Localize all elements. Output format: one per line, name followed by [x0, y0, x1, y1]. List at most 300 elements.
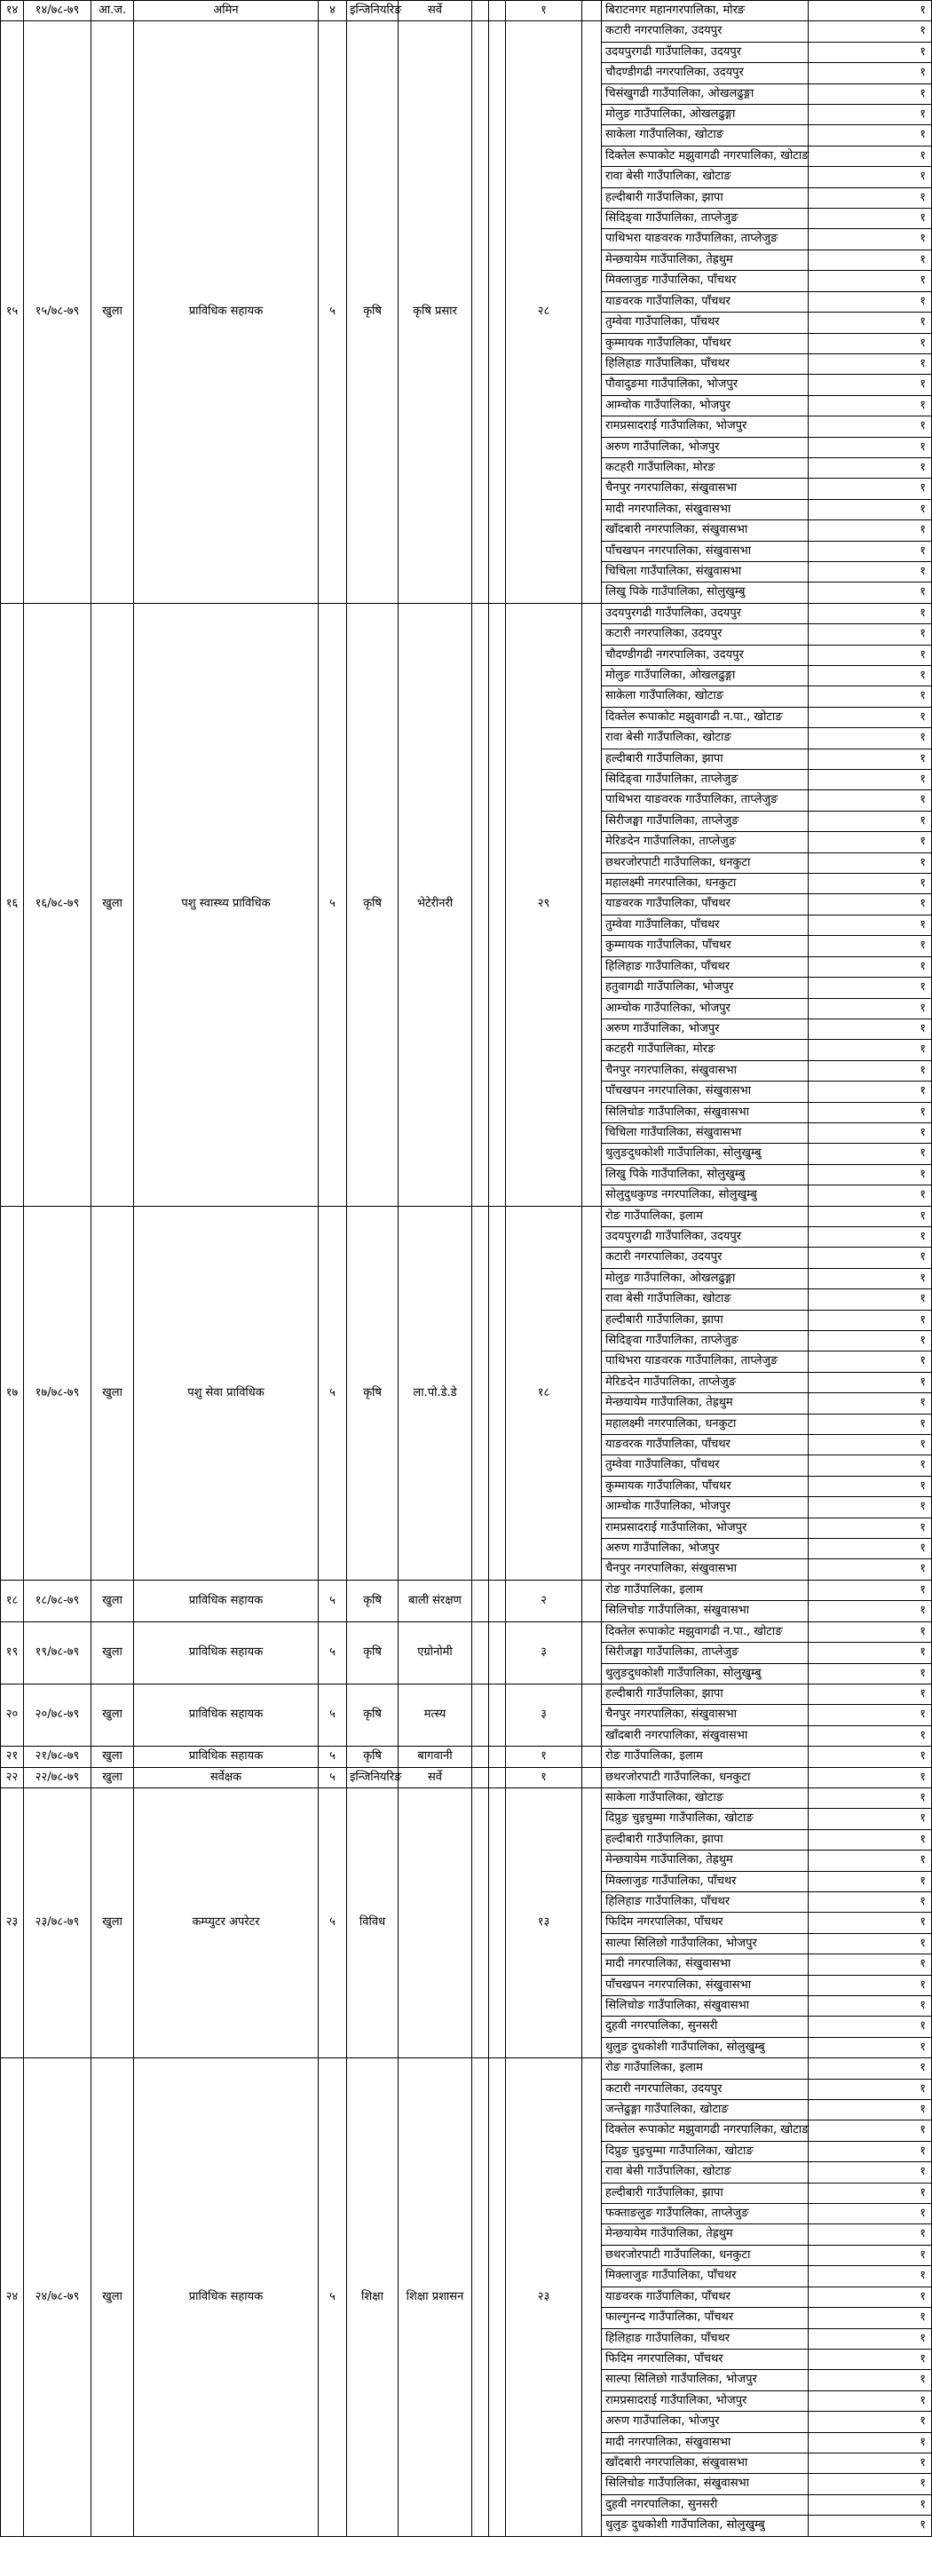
- level-cell: ५: [319, 1747, 347, 1767]
- level-cell: ५: [319, 1621, 347, 1684]
- serial-number-cell: २३: [1, 1787, 24, 2057]
- post-name-cell: पशु सेवा प्राविधिक: [134, 1206, 319, 1580]
- office-name-cell: सोलुदुधकुण्ड नगरपालिका, सोलुखुम्बु: [602, 1185, 809, 1206]
- blank-cell-b: [489, 1767, 506, 1787]
- office-post-count-cell: १: [809, 1954, 932, 1975]
- post-name-cell: पशु स्वास्थ्य प्राविधिक: [134, 603, 319, 1206]
- office-post-count-cell: १: [809, 666, 932, 686]
- office-post-count-cell: १: [809, 437, 932, 457]
- blank-cell-c: [582, 1580, 602, 1621]
- table-row: [1, 1580, 932, 1600]
- office-name-cell: मिक्लाजुङ गाउँपालिका, पाँचथर: [602, 2266, 809, 2287]
- office-name-cell: सिलिचोङ गाउँपालिका, संखुवासभा: [602, 1102, 809, 1122]
- office-name-cell: जन्तेढुङ्गा गाउँपालिका, खोटाङ: [602, 2100, 809, 2120]
- service-cell: शिक्षा: [347, 2058, 399, 2536]
- office-name-cell: याङवरक गाउँपालिका, पाँचथर: [602, 2287, 809, 2307]
- office-post-count-cell: १: [809, 2141, 932, 2161]
- office-name-cell: मादी नगरपालिका, संखुवासभा: [602, 1954, 809, 1975]
- office-name-cell: हिलिहाङ गाउँपालिका, पाँचथर: [602, 2328, 809, 2349]
- office-post-count-cell: १: [809, 1725, 932, 1746]
- office-post-count-cell: १: [809, 894, 932, 915]
- office-post-count-cell: १: [809, 63, 932, 83]
- office-post-count-cell: १: [809, 2412, 932, 2432]
- competition-type-cell: खुला: [91, 1787, 134, 2057]
- total-posts-cell: २३: [506, 2058, 582, 2536]
- subgroup-cell: भेटेरीनरी: [399, 603, 472, 1206]
- office-name-cell: चौदण्डीगढी नगरपालिका, उदयपुर: [602, 645, 809, 665]
- office-name-cell: चिसंखुगढी गाउँपालिका, ओखलढुङ्गा: [602, 83, 809, 104]
- office-post-count-cell: १: [809, 1310, 932, 1330]
- level-cell: ५: [319, 603, 347, 1206]
- office-name-cell: याङवरक गाउँपालिका, पाँचथर: [602, 1435, 809, 1455]
- office-post-count-cell: १: [809, 2494, 932, 2515]
- total-posts-cell: २: [506, 1580, 582, 1621]
- advertisement-code-cell: २४/७८-७९: [24, 2058, 91, 2536]
- office-post-count-cell: १: [809, 2162, 932, 2183]
- office-post-count-cell: १: [809, 1621, 932, 1642]
- competition-type-cell: खुला: [91, 603, 134, 1206]
- post-name-cell: सर्वेक्षक: [134, 1767, 319, 1787]
- office-name-cell: मादी नगरपालिका, संखुवासभा: [602, 499, 809, 519]
- table-row: [1, 1621, 932, 1642]
- subgroup-cell: कृषि प्रसार: [399, 21, 472, 603]
- office-post-count-cell: १: [809, 1787, 932, 1808]
- office-post-count-cell: १: [809, 42, 932, 62]
- office-post-count-cell: १: [809, 1933, 932, 1954]
- service-cell: कृषि: [347, 1621, 399, 1684]
- office-name-cell: लिखु पिके गाउँपालिका, सोलुखुम्बु: [602, 1164, 809, 1185]
- office-name-cell: चौदण्डीगढी नगरपालिका, उदयपुर: [602, 63, 809, 83]
- blank-cell-c: [582, 1767, 602, 1787]
- office-post-count-cell: १: [809, 583, 932, 603]
- advertisement-code-cell: २१/७८-७९: [24, 1747, 91, 1767]
- office-name-cell: हल्दीबारी गाउँपालिका, झापा: [602, 1310, 809, 1330]
- post-name-cell: प्राविधिक सहायक: [134, 1580, 319, 1621]
- office-post-count-cell: १: [809, 353, 932, 374]
- serial-number-cell: १८: [1, 1580, 24, 1621]
- office-post-count-cell: १: [809, 2017, 932, 2037]
- office-post-count-cell: १: [809, 1102, 932, 1122]
- office-name-cell: रावा बेसी गाउँपालिका, खोटाङ: [602, 728, 809, 749]
- office-name-cell: दिक्तेल रूपाकोट मझुवागढी न.पा., खोटाङ: [602, 707, 809, 727]
- office-post-count-cell: १: [809, 1913, 932, 1933]
- office-name-cell: हतुवागढी गाउँपालिका, भोजपुर: [602, 978, 809, 998]
- service-cell: इन्जिनियरिङ: [347, 1, 399, 21]
- office-name-cell: मिक्लाजुङ गाउँपालिका, पाँचथर: [602, 271, 809, 291]
- blank-cell-b: [489, 1206, 506, 1580]
- level-cell: ५: [319, 1767, 347, 1787]
- office-post-count-cell: १: [809, 2266, 932, 2287]
- office-post-count-cell: १: [809, 1663, 932, 1684]
- office-name-cell: आम्चोक गाउँपालिका, भोजपुर: [602, 395, 809, 416]
- office-post-count-cell: १: [809, 1891, 932, 1912]
- competition-type-cell: खुला: [91, 21, 134, 603]
- office-post-count-cell: १: [809, 375, 932, 395]
- blank-cell-a: [472, 2058, 489, 2536]
- level-cell: ५: [319, 21, 347, 603]
- office-post-count-cell: १: [809, 105, 932, 125]
- office-post-count-cell: १: [809, 2224, 932, 2245]
- office-post-count-cell: १: [809, 603, 932, 623]
- office-name-cell: थुलुङदुधकोशी गाउँपालिका, सोलुखुम्बु: [602, 1663, 809, 1684]
- office-name-cell: उदयपुरगढी गाउँपालिका, उदयपुर: [602, 42, 809, 62]
- service-cell: कृषि: [347, 603, 399, 1206]
- office-post-count-cell: १: [809, 645, 932, 665]
- office-name-cell: पाथिभरा याङवरक गाउँपालिका, ताप्लेजुङ: [602, 229, 809, 250]
- office-post-count-cell: १: [809, 2120, 932, 2141]
- subgroup-cell: बागवानी: [399, 1747, 472, 1767]
- office-post-count-cell: १: [809, 1393, 932, 1414]
- table-row: [1, 1, 932, 21]
- blank-cell-b: [489, 21, 506, 603]
- blank-cell-a: [472, 1580, 489, 1621]
- office-post-count-cell: १: [809, 541, 932, 561]
- office-name-cell: रोङ गाउँपालिका, इलाम: [602, 1747, 809, 1767]
- office-name-cell: मोलुङ गाउँपालिका, ओखलढुङ्गा: [602, 1268, 809, 1288]
- office-post-count-cell: १: [809, 1705, 932, 1725]
- advertisement-code-cell: १५/७८-७९: [24, 21, 91, 603]
- blank-cell-c: [582, 2058, 602, 2536]
- office-name-cell: अरुण गाउँपालिका, भोजपुर: [602, 1539, 809, 1559]
- office-name-cell: चैनपुर नगरपालिका, संखुवासभा: [602, 1559, 809, 1580]
- table-row: [1, 2058, 932, 2079]
- office-post-count-cell: १: [809, 1122, 932, 1143]
- office-post-count-cell: १: [809, 1767, 932, 1787]
- office-name-cell: याङवरक गाउँपालिका, पाँचथर: [602, 894, 809, 915]
- office-name-cell: सिरीजङ्घा गाउँपालिका, ताप्लेजुङ: [602, 1643, 809, 1663]
- office-name-cell: चैनपुर नगरपालिका, संखुवासभा: [602, 479, 809, 499]
- service-cell: कृषि: [347, 21, 399, 603]
- total-posts-cell: २९: [506, 603, 582, 1206]
- office-name-cell: मिक्लाजुङ गाउँपालिका, पाँचथर: [602, 1871, 809, 1891]
- office-name-cell: सिलिचोङ गाउँपालिका, संखुवासभा: [602, 1996, 809, 2017]
- office-name-cell: मेन्छयायेम गाउँपालिका, तेह्रथुम: [602, 250, 809, 270]
- blank-cell-b: [489, 2058, 506, 2536]
- office-post-count-cell: १: [809, 561, 932, 582]
- level-cell: ५: [319, 1787, 347, 2057]
- office-post-count-cell: १: [809, 2432, 932, 2453]
- office-name-cell: हिलिहाङ गाउँपालिका, पाँचथर: [602, 353, 809, 374]
- total-posts-cell: १८: [506, 1206, 582, 1580]
- office-name-cell: मेन्छयायेम गाउँपालिका, तेह्रथुम: [602, 1393, 809, 1414]
- office-name-cell: थुलुङ दुधकोशी गाउँपालिका, सोलुखुम्बु: [602, 2516, 809, 2536]
- office-post-count-cell: १: [809, 1019, 932, 1039]
- office-post-count-cell: १: [809, 1684, 932, 1704]
- office-post-count-cell: १: [809, 395, 932, 416]
- office-name-cell: चिचिला गाउँपालिका, संखुवासभा: [602, 561, 809, 582]
- office-name-cell: रावा बेसी गाउँपालिका, खोटाङ: [602, 167, 809, 187]
- serial-number-cell: १४: [1, 1, 24, 21]
- office-name-cell: थुलुङ दुधकोशी गाउँपालिका, सोलुखुम्बु: [602, 2037, 809, 2057]
- office-name-cell: रावा बेसी गाउँपालिका, खोटाङ: [602, 1289, 809, 1310]
- total-posts-cell: १: [506, 1747, 582, 1767]
- office-post-count-cell: १: [809, 936, 932, 956]
- total-posts-cell: ३: [506, 1621, 582, 1684]
- office-name-cell: हल्दीबारी गाउँपालिका, झापा: [602, 1829, 809, 1850]
- post-name-cell: कम्प्युटर अपरेटर: [134, 1787, 319, 2057]
- advertisement-code-cell: १७/७८-७९: [24, 1206, 91, 1580]
- office-post-count-cell: १: [809, 956, 932, 977]
- total-posts-cell: १: [506, 1767, 582, 1787]
- office-name-cell: महालक्ष्मी नगरपालिका, धनकुटा: [602, 874, 809, 894]
- office-name-cell: रोङ गाउँपालिका, इलाम: [602, 2058, 809, 2079]
- office-post-count-cell: १: [809, 1871, 932, 1891]
- office-post-count-cell: १: [809, 749, 932, 769]
- office-post-count-cell: १: [809, 770, 932, 790]
- blank-cell-a: [472, 1206, 489, 1580]
- office-post-count-cell: १: [809, 1185, 932, 1206]
- office-post-count-cell: १: [809, 291, 932, 312]
- office-post-count-cell: १: [809, 1518, 932, 1538]
- office-name-cell: सिरीजङ्घा गाउँपालिका, ताप्लेजुङ: [602, 811, 809, 831]
- office-post-count-cell: १: [809, 1351, 932, 1372]
- office-post-count-cell: १: [809, 1455, 932, 1476]
- level-cell: ५: [319, 1206, 347, 1580]
- office-post-count-cell: १: [809, 457, 932, 478]
- office-name-cell: लिखु पिके गाउँपालिका, सोलुखुम्बु: [602, 583, 809, 603]
- office-name-cell: रोङ गाउँपालिका, इलाम: [602, 1206, 809, 1226]
- office-name-cell: दिप्रुङ चुइचुम्मा गाउँपालिका, खोटाङ: [602, 1809, 809, 1829]
- level-cell: ५: [319, 2058, 347, 2536]
- office-post-count-cell: १: [809, 167, 932, 187]
- office-name-cell: दिक्तेल रूपाकोट मझुवागढी नगरपालिका, खोटाङ: [602, 2120, 809, 2141]
- office-post-count-cell: १: [809, 1601, 932, 1621]
- office-post-count-cell: १: [809, 125, 932, 146]
- office-name-cell: रावा बेसी गाउँपालिका, खोटाङ: [602, 2162, 809, 2183]
- serial-number-cell: २२: [1, 1767, 24, 1787]
- advertisement-code-cell: २२/७८-७९: [24, 1767, 91, 1787]
- office-name-cell: सिलिचोङ गाउँपालिका, संखुवासभा: [602, 1601, 809, 1621]
- office-post-count-cell: १: [809, 686, 932, 707]
- office-post-count-cell: १: [809, 915, 932, 935]
- office-post-count-cell: १: [809, 1559, 932, 1580]
- competition-type-cell: खुला: [91, 1767, 134, 1787]
- office-post-count-cell: १: [809, 229, 932, 250]
- office-post-count-cell: १: [809, 1539, 932, 1559]
- vacancy-table-body: [1, 1, 932, 2537]
- office-name-cell: कुम्मायक गाउँपालिका, पाँचथर: [602, 936, 809, 956]
- serial-number-cell: २०: [1, 1684, 24, 1746]
- office-name-cell: मेन्छयायेम गाउँपालिका, तेह्रथुम: [602, 1851, 809, 1871]
- office-post-count-cell: १: [809, 1851, 932, 1871]
- post-name-cell: प्राविधिक सहायक: [134, 1621, 319, 1684]
- office-name-cell: आम्चोक गाउँपालिका, भोजपुर: [602, 998, 809, 1019]
- office-name-cell: कटारी नगरपालिका, उदयपुर: [602, 2079, 809, 2099]
- office-post-count-cell: १: [809, 978, 932, 998]
- serial-number-cell: १५: [1, 21, 24, 603]
- blank-cell-a: [472, 1, 489, 21]
- table-row: [1, 1767, 932, 1787]
- post-name-cell: प्राविधिक सहायक: [134, 1684, 319, 1746]
- office-name-cell: फिदिम नगरपालिका, पाँचथर: [602, 1913, 809, 1933]
- table-row: [1, 21, 932, 42]
- office-name-cell: कटारी नगरपालिका, उदयपुर: [602, 21, 809, 42]
- office-name-cell: याङवरक गाउँपालिका, पाँचथर: [602, 291, 809, 312]
- table-row: [1, 1684, 932, 1704]
- office-post-count-cell: १: [809, 1975, 932, 1995]
- office-name-cell: तुम्वेवा गाउँपालिका, पाँचथर: [602, 313, 809, 333]
- competition-type-cell: खुला: [91, 1747, 134, 1767]
- post-name-cell: प्राविधिक सहायक: [134, 21, 319, 603]
- office-name-cell: सिदिङ्वा गाउँपालिका, ताप्लेजुङ: [602, 770, 809, 790]
- table-row: [1, 1747, 932, 1767]
- office-post-count-cell: १: [809, 1268, 932, 1288]
- table-row: [1, 1787, 932, 1808]
- office-post-count-cell: १: [809, 2100, 932, 2120]
- office-post-count-cell: १: [809, 2079, 932, 2099]
- service-cell: कृषि: [347, 1206, 399, 1580]
- office-name-cell: पाथिभरा याङवरक गाउँपालिका, ताप्लेजुङ: [602, 1351, 809, 1372]
- office-name-cell: हल्दीबारी गाउँपालिका, झापा: [602, 749, 809, 769]
- competition-type-cell: खुला: [91, 1621, 134, 1684]
- service-cell: कृषि: [347, 1684, 399, 1746]
- office-post-count-cell: १: [809, 1829, 932, 1850]
- office-name-cell: कटहरी गाउँपालिका, मोरङ: [602, 1040, 809, 1060]
- office-name-cell: छथरजोरपाटी गाउँपालिका, धनकुटा: [602, 852, 809, 873]
- office-name-cell: चैनपुर नगरपालिका, संखुवासभा: [602, 1705, 809, 1725]
- office-post-count-cell: १: [809, 2349, 932, 2369]
- office-post-count-cell: १: [809, 479, 932, 499]
- blank-cell-b: [489, 1684, 506, 1746]
- competition-type-cell: खुला: [91, 2058, 134, 2536]
- blank-cell-b: [489, 603, 506, 1206]
- office-name-cell: कुम्मायक गाउँपालिका, पाँचथर: [602, 333, 809, 353]
- office-post-count-cell: १: [809, 1809, 932, 1829]
- office-name-cell: साल्पा सिलिछो गाउँपालिका, भोजपुर: [602, 1933, 809, 1954]
- office-name-cell: रामप्रसादराई गाउँपालिका, भोजपुर: [602, 2390, 809, 2411]
- total-posts-cell: २८: [506, 21, 582, 603]
- office-post-count-cell: १: [809, 1144, 932, 1164]
- total-posts-cell: ३: [506, 1684, 582, 1746]
- office-name-cell: साल्पा सिलिछो गाउँपालिका, भोजपुर: [602, 2370, 809, 2390]
- subgroup-cell: बाली संरक्षण: [399, 1580, 472, 1621]
- office-name-cell: उदयपुरगढी गाउँपालिका, उदयपुर: [602, 1226, 809, 1247]
- blank-cell-a: [472, 1787, 489, 2057]
- office-post-count-cell: १: [809, 146, 932, 166]
- subgroup-cell: शिक्षा प्रशासन: [399, 2058, 472, 2536]
- office-post-count-cell: १: [809, 1, 932, 21]
- office-post-count-cell: १: [809, 1747, 932, 1767]
- office-name-cell: साकेला गाउँपालिका, खोटाङ: [602, 686, 809, 707]
- serial-number-cell: १६: [1, 603, 24, 1206]
- office-name-cell: छथरजोरपाटी गाउँपालिका, धनकुटा: [602, 2245, 809, 2265]
- office-name-cell: रामप्रसादराई गाउँपालिका, भोजपुर: [602, 1518, 809, 1538]
- office-name-cell: पाँचखपन नगरपालिका, संखुवासभा: [602, 1975, 809, 1995]
- office-post-count-cell: १: [809, 250, 932, 270]
- serial-number-cell: २१: [1, 1747, 24, 1767]
- office-name-cell: अरुण गाउँपालिका, भोजपुर: [602, 437, 809, 457]
- office-post-count-cell: १: [809, 187, 932, 208]
- office-name-cell: दुहवी नगरपालिका, सुनसरी: [602, 2494, 809, 2515]
- office-post-count-cell: १: [809, 1226, 932, 1247]
- office-post-count-cell: १: [809, 832, 932, 852]
- office-name-cell: कटहरी गाउँपालिका, मोरङ: [602, 457, 809, 478]
- office-name-cell: फिदिम नगरपालिका, पाँचथर: [602, 2349, 809, 2369]
- office-post-count-cell: १: [809, 707, 932, 727]
- advertisement-code-cell: १९/७८-७९: [24, 1621, 91, 1684]
- blank-cell-c: [582, 1787, 602, 2057]
- advertisement-code-cell: १४/७८-७९: [24, 1, 91, 21]
- office-name-cell: हल्दीबारी गाउँपालिका, झापा: [602, 1684, 809, 1704]
- office-post-count-cell: १: [809, 2370, 932, 2390]
- office-name-cell: हल्दीबारी गाउँपालिका, झापा: [602, 2183, 809, 2203]
- blank-cell-c: [582, 603, 602, 1206]
- office-name-cell: थुलुङदुधकोशी गाउँपालिका, सोलुखुम्बु: [602, 1144, 809, 1164]
- level-cell: ५: [319, 1684, 347, 1746]
- office-name-cell: पौवादुङमा गाउँपालिका, भोजपुर: [602, 375, 809, 395]
- office-post-count-cell: १: [809, 271, 932, 291]
- office-post-count-cell: १: [809, 2328, 932, 2349]
- office-name-cell: साकेला गाउँपालिका, खोटाङ: [602, 1787, 809, 1808]
- blank-cell-c: [582, 1621, 602, 1684]
- office-name-cell: चिचिला गाउँपालिका, संखुवासभा: [602, 1122, 809, 1143]
- blank-cell-a: [472, 1621, 489, 1684]
- office-post-count-cell: १: [809, 1643, 932, 1663]
- level-cell: ५: [319, 1580, 347, 1621]
- office-post-count-cell: १: [809, 1580, 932, 1600]
- blank-cell-c: [582, 21, 602, 603]
- post-name-cell: प्राविधिक सहायक: [134, 2058, 319, 2536]
- office-name-cell: खाँदबारी नगरपालिका, संखुवासभा: [602, 2453, 809, 2473]
- blank-cell-a: [472, 1684, 489, 1746]
- office-post-count-cell: १: [809, 2037, 932, 2057]
- office-name-cell: खाँदबारी नगरपालिका, संखुवासभा: [602, 1725, 809, 1746]
- office-name-cell: दिक्तेल रूपाकोट मझुवागढी न.पा., खोटाङ: [602, 1621, 809, 1642]
- office-post-count-cell: १: [809, 998, 932, 1019]
- office-name-cell: मेरिङदेन गाउँपालिका, ताप्लेजुङ: [602, 832, 809, 852]
- office-post-count-cell: १: [809, 1331, 932, 1351]
- office-name-cell: मेरिङदेन गाउँपालिका, ताप्लेजुङ: [602, 1372, 809, 1392]
- subgroup-cell: ला.पो.डे.डे: [399, 1206, 472, 1580]
- office-post-count-cell: १: [809, 2516, 932, 2536]
- office-post-count-cell: १: [809, 2453, 932, 2473]
- advertisement-code-cell: २३/७८-७९: [24, 1787, 91, 2057]
- office-post-count-cell: १: [809, 2390, 932, 2411]
- advertisement-code-cell: १८/७८-७९: [24, 1580, 91, 1621]
- office-name-cell: सिलिचोङ गाउँपालिका, संखुवासभा: [602, 2474, 809, 2494]
- serial-number-cell: १७: [1, 1206, 24, 1580]
- office-name-cell: दिक्तेल रूपाकोट मझुवागढी नगरपालिका, खोटाङ: [602, 146, 809, 166]
- office-name-cell: सिदिङ्वा गाउँपालिका, ताप्लेजुङ: [602, 209, 809, 229]
- competition-type-cell: खुला: [91, 1206, 134, 1580]
- office-name-cell: अरुण गाउँपालिका, भोजपुर: [602, 2412, 809, 2432]
- blank-cell-b: [489, 1580, 506, 1621]
- office-name-cell: मोलुङ गाउँपालिका, ओखलढुङ्गा: [602, 666, 809, 686]
- office-post-count-cell: १: [809, 790, 932, 811]
- office-name-cell: फक्ताङलुङ गाउँपालिका, ताप्लेजुङ: [602, 2204, 809, 2224]
- office-name-cell: कटारी नगरपालिका, उदयपुर: [602, 1248, 809, 1268]
- office-name-cell: मादी नगरपालिका, संखुवासभा: [602, 2432, 809, 2453]
- post-name-cell: अमिन: [134, 1, 319, 21]
- office-name-cell: तुम्वेवा गाउँपालिका, पाँचथर: [602, 915, 809, 935]
- blank-cell-c: [582, 1206, 602, 1580]
- blank-cell-a: [472, 21, 489, 603]
- office-name-cell: उदयपुरगढी गाउँपालिका, उदयपुर: [602, 603, 809, 623]
- office-post-count-cell: १: [809, 1206, 932, 1226]
- competition-type-cell: आ.ज.: [91, 1, 134, 21]
- service-cell: कृषि: [347, 1580, 399, 1621]
- table-row: [1, 603, 932, 623]
- office-post-count-cell: १: [809, 1164, 932, 1185]
- advertisement-code-cell: २०/७८-७९: [24, 1684, 91, 1746]
- blank-cell-b: [489, 1621, 506, 1684]
- office-post-count-cell: १: [809, 209, 932, 229]
- office-post-count-cell: १: [809, 1435, 932, 1455]
- office-name-cell: मोलुङ गाउँपालिका, ओखलढुङ्गा: [602, 105, 809, 125]
- office-name-cell: रामप्रसादराई गाउँपालिका, भोजपुर: [602, 416, 809, 437]
- office-post-count-cell: १: [809, 2183, 932, 2203]
- office-post-count-cell: १: [809, 624, 932, 645]
